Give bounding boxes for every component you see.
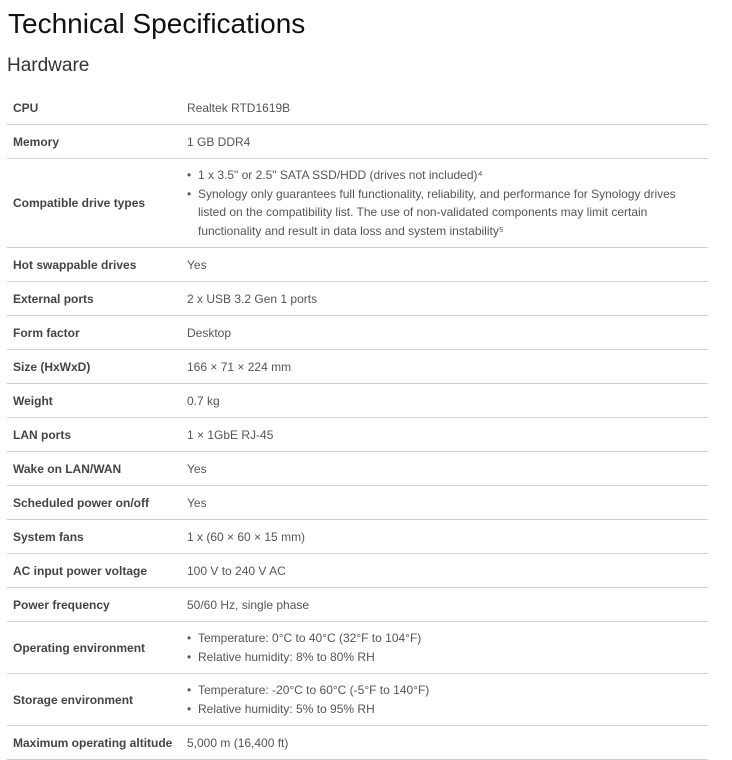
spec-row — [7, 622, 708, 674]
spec-row — [7, 418, 708, 452]
spec-label: Maximum operating altitude — [13, 735, 173, 750]
spec-value: 1 × 1GbE RJ-45 — [187, 427, 274, 442]
spec-value: 50/60 Hz, single phase — [187, 597, 310, 612]
spec-bullet-item: • Synology only guarantees full functionality, reliability, and performance for Synology drives listed on the compatibility list. The use of non-validated components may limit certain functionality and result in data loss and system instability⁵ — [187, 185, 698, 241]
spec-label: Compatible drive types — [13, 196, 146, 210]
spec-row — [7, 282, 708, 316]
spec-row — [7, 159, 708, 248]
hardware-spec-table — [7, 91, 708, 760]
spec-label: Size (HxWxD) — [13, 359, 91, 374]
spec-label: Memory — [13, 134, 60, 149]
spec-value: Yes — [187, 257, 207, 272]
spec-bullet-item: • Relative humidity: 5% to 95% RH — [187, 700, 698, 719]
spec-label: Power frequency — [13, 597, 110, 612]
spec-label: CPU — [13, 100, 39, 115]
spec-bullet-list — [187, 166, 698, 240]
spec-row — [7, 452, 708, 486]
spec-value: Yes — [187, 495, 207, 510]
spec-row — [7, 91, 708, 125]
spec-row — [7, 674, 708, 726]
section-title-hardware: Hardware — [7, 55, 90, 76]
spec-value: Yes — [187, 461, 207, 476]
spec-label: AC input power voltage — [13, 563, 148, 578]
spec-value: 166 × 71 × 224 mm — [187, 359, 292, 374]
spec-bullet-item: • Relative humidity: 8% to 80% RH — [187, 648, 698, 667]
spec-label: Scheduled power on/off — [13, 495, 150, 510]
spec-value: Desktop — [187, 325, 232, 340]
spec-value: 5,000 m (16,400 ft) — [187, 735, 289, 750]
spec-value: 1 GB DDR4 — [187, 134, 251, 149]
spec-label: Operating environment — [13, 640, 146, 655]
spec-row — [7, 248, 708, 282]
spec-row — [7, 554, 708, 588]
spec-value-list — [187, 681, 708, 718]
spec-label: LAN ports — [13, 427, 71, 442]
spec-bullet-item: • Temperature: 0°C to 40°C (32°F to 104°F) — [187, 629, 698, 648]
spec-row — [7, 350, 708, 384]
spec-row — [7, 316, 708, 350]
spec-row — [7, 384, 708, 418]
spec-row — [7, 726, 708, 760]
spec-label: Form factor — [13, 325, 80, 340]
spec-label: Hot swappable drives — [13, 257, 137, 272]
spec-value-list — [187, 629, 708, 666]
spec-row — [7, 588, 708, 622]
spec-value: 100 V to 240 V AC — [187, 563, 286, 578]
spec-label: Wake on LAN/WAN — [13, 461, 122, 476]
spec-label: Weight — [13, 393, 53, 408]
spec-value: 1 x (60 × 60 × 15 mm) — [187, 529, 306, 544]
spec-label: External ports — [13, 291, 94, 306]
spec-value: 2 x USB 3.2 Gen 1 ports — [187, 291, 318, 306]
spec-bullet-item: • 1 x 3.5" or 2.5" SATA SSD/HDD (drives not included)⁴ — [187, 166, 698, 185]
spec-label: System fans — [13, 529, 84, 544]
spec-value: 0.7 kg — [187, 393, 220, 408]
spec-value-list — [187, 166, 708, 240]
spec-row — [7, 125, 708, 159]
spec-row — [7, 520, 708, 554]
page-title: Technical Specifications — [8, 8, 306, 39]
spec-bullet-list — [187, 629, 698, 666]
spec-row — [7, 486, 708, 520]
spec-bullet-item: • Temperature: -20°C to 60°C (-5°F to 140°F) — [187, 681, 698, 700]
spec-value: Realtek RTD1619B — [187, 100, 291, 115]
spec-label: Storage environment — [13, 692, 134, 707]
spec-bullet-list — [187, 681, 698, 718]
